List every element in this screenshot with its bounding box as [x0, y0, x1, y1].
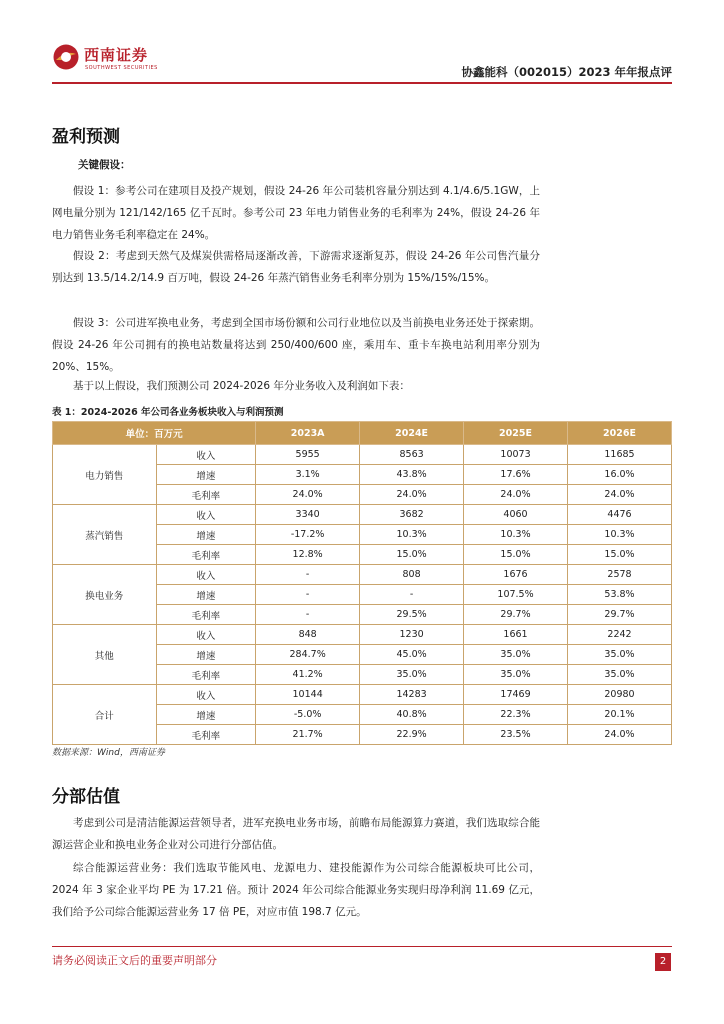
header-2023a: 2023A [256, 422, 360, 445]
value-cell: 22.9% [360, 725, 464, 745]
value-cell: 10.3% [568, 525, 672, 545]
metric-cell: 毛利率 [156, 545, 256, 565]
header-2024e: 2024E [360, 422, 464, 445]
disclaimer-note: 请务必阅读正文后的重要声明部分 [52, 954, 217, 967]
value-cell: 3682 [360, 505, 464, 525]
table-row [53, 685, 672, 705]
value-cell: 107.5% [464, 585, 568, 605]
footer-divider [52, 946, 672, 947]
value-cell: 40.8% [360, 705, 464, 725]
page-number: 2 [655, 953, 671, 971]
assumption-2-paragraph: 假设 2：考虑到天然气及煤炭供需格局逐渐改善，下游需求逐渐复苏，假设 24-26 年公司售汽量分别达到 13.5/14.2/14.9 百万吨，假设 24-26 年蒸汽销售业务毛利率分别为 15%/15%/15%。 [52, 250, 540, 284]
value-cell: -5.0% [256, 705, 360, 725]
value-cell: 4060 [464, 505, 568, 525]
value-cell: 21.7% [256, 725, 360, 745]
value-cell: 53.8% [568, 585, 672, 605]
value-cell: 15.0% [360, 545, 464, 565]
key-assumptions-label: 关键假设： [78, 159, 131, 171]
value-cell: 2242 [568, 625, 672, 645]
value-cell: 15.0% [568, 545, 672, 565]
metric-cell: 增速 [156, 465, 256, 485]
assumption-1-paragraph: 假设 1：参考公司在建项目及投产规划，假设 24-26 年公司装机容量分别达到 4.1/4.6/5.1GW，上网电量分别为 121/142/165 亿千瓦时。参考公司 23 年电力销售业务的毛利率为 24%，假设 24-26 年电力销售业务毛利率稳定在 24%。 [52, 185, 540, 241]
value-cell: 284.7% [256, 645, 360, 665]
value-cell: - [256, 585, 360, 605]
value-cell: 8563 [360, 445, 464, 465]
integrated-energy-paragraph: 综合能源运营业务：我们选取节能风电、龙源电力、建投能源作为公司综合能源板块可比公司，2024 年 3 家企业平均 PE 为 17.21 倍。预计 2024 年公司综合能源业务实现归母净利润 11.69 亿元，我们给予公司综合能源运营业务 17 倍 PE，对应市值 198.7 亿元。 [52, 862, 540, 918]
section-title-segment-valuation: 分部估值 [52, 787, 120, 807]
metric-cell: 增速 [156, 705, 256, 725]
segment-name-cell: 电力销售 [53, 445, 157, 505]
segment-name-cell: 换电业务 [53, 565, 157, 625]
value-cell: 1230 [360, 625, 464, 645]
metric-cell: 毛利率 [156, 485, 256, 505]
segment-name-cell: 合计 [53, 685, 157, 745]
value-cell: 808 [360, 565, 464, 585]
value-cell: 45.0% [360, 645, 464, 665]
value-cell: 35.0% [464, 665, 568, 685]
document-title: 协鑫能科（002015）2023 年年报点评 [461, 65, 672, 79]
value-cell: 15.0% [464, 545, 568, 565]
value-cell: 4476 [568, 505, 672, 525]
forecast-table [52, 421, 672, 745]
metric-cell: 增速 [156, 585, 256, 605]
logo-text-en: SOUTHWEST SECURITIES [85, 65, 158, 71]
value-cell: 10.3% [464, 525, 568, 545]
segment-name-cell: 蒸汽销售 [53, 505, 157, 565]
value-cell: 10144 [256, 685, 360, 705]
value-cell: 3340 [256, 505, 360, 525]
value-cell: 29.7% [464, 605, 568, 625]
metric-cell: 收入 [156, 505, 256, 525]
header-divider [52, 82, 672, 84]
value-cell: 41.2% [256, 665, 360, 685]
value-cell: 10073 [464, 445, 568, 465]
metric-cell: 收入 [156, 625, 256, 645]
header-2025e: 2025E [464, 422, 568, 445]
value-cell: 14283 [360, 685, 464, 705]
value-cell: 12.8% [256, 545, 360, 565]
value-cell: - [256, 565, 360, 585]
value-cell: 22.3% [464, 705, 568, 725]
metric-cell: 毛利率 [156, 605, 256, 625]
value-cell: -17.2% [256, 525, 360, 545]
table-row [53, 565, 672, 585]
value-cell: 17469 [464, 685, 568, 705]
table-caption: 表 1：2024-2026 年公司各业务板块收入与利润预测 [52, 407, 284, 418]
value-cell: 848 [256, 625, 360, 645]
value-cell: 35.0% [360, 665, 464, 685]
value-cell: 24.0% [568, 725, 672, 745]
value-cell: 20.1% [568, 705, 672, 725]
metric-cell: 收入 [156, 445, 256, 465]
value-cell: 23.5% [464, 725, 568, 745]
metric-cell: 增速 [156, 645, 256, 665]
value-cell: 24.0% [256, 485, 360, 505]
metric-cell: 增速 [156, 525, 256, 545]
value-cell: 43.8% [360, 465, 464, 485]
value-cell: 5955 [256, 445, 360, 465]
header-2026e: 2026E [568, 422, 672, 445]
segment-name-cell: 其他 [53, 625, 157, 685]
section-title-profit-forecast: 盈利预测 [52, 127, 120, 147]
value-cell: 11685 [568, 445, 672, 465]
value-cell: 29.5% [360, 605, 464, 625]
assumption-3-paragraph: 假设 3：公司进军换电业务，考虑到全国市场份额和公司行业地位以及当前换电业务还处于探索期。假设 24-26 年公司拥有的换电站数量将达到 250/400/600 座，乘用车、重卡车换电站利用率分别为 20%、15%。 [52, 317, 540, 373]
metric-cell: 收入 [156, 565, 256, 585]
table-header-row [53, 422, 672, 445]
forecast-intro-paragraph: 基于以上假设，我们预测公司 2024-2026 年分业务收入及利润如下表： [73, 380, 410, 392]
value-cell: 17.6% [464, 465, 568, 485]
valuation-intro-paragraph: 考虑到公司是清洁能源运营领导者，进军充换电业务市场，前瞻布局能源算力赛道，我们选取综合能源运营企业和换电业务企业对公司进行分部估值。 [52, 817, 540, 851]
metric-cell: 毛利率 [156, 725, 256, 745]
value-cell: 35.0% [568, 665, 672, 685]
table-row [53, 445, 672, 465]
value-cell: 35.0% [464, 645, 568, 665]
header-unit: 单位：百万元 [53, 422, 256, 445]
logo-text-cn: 西南证券 [84, 46, 149, 64]
value-cell: 16.0% [568, 465, 672, 485]
table-source: 数据来源：Wind，西南证券 [52, 748, 165, 758]
metric-cell: 毛利率 [156, 665, 256, 685]
value-cell: 24.0% [360, 485, 464, 505]
value-cell: 29.7% [568, 605, 672, 625]
value-cell: 10.3% [360, 525, 464, 545]
value-cell: - [256, 605, 360, 625]
value-cell: - [360, 585, 464, 605]
value-cell: 1676 [464, 565, 568, 585]
table-row [53, 505, 672, 525]
company-logo-icon [53, 44, 79, 70]
table-row [53, 625, 672, 645]
value-cell: 20980 [568, 685, 672, 705]
metric-cell: 收入 [156, 685, 256, 705]
value-cell: 2578 [568, 565, 672, 585]
value-cell: 24.0% [568, 485, 672, 505]
value-cell: 24.0% [464, 485, 568, 505]
value-cell: 1661 [464, 625, 568, 645]
value-cell: 3.1% [256, 465, 360, 485]
value-cell: 35.0% [568, 645, 672, 665]
